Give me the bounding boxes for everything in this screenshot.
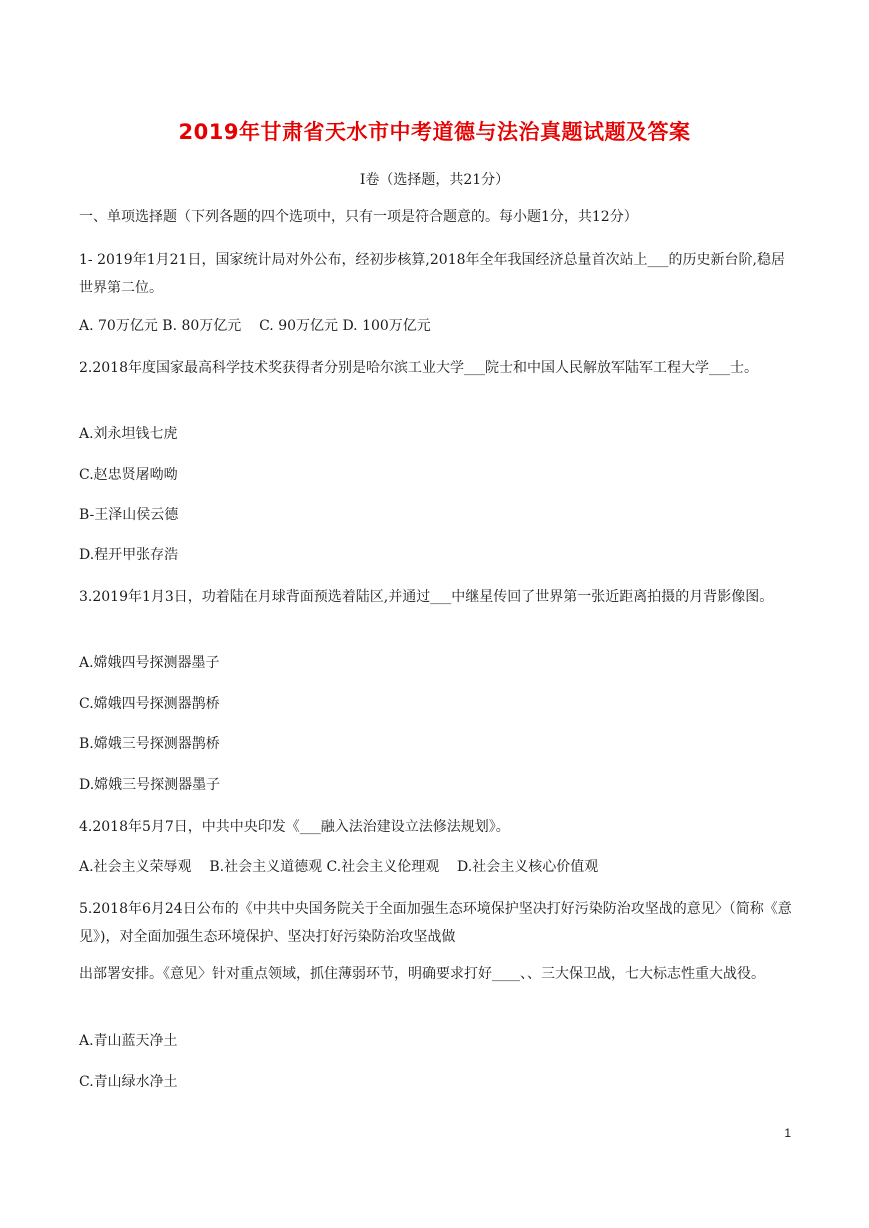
document-title: 2019年甘肃省天水市中考道德与法治真题试题及答案 xyxy=(178,120,691,144)
question-5-stem: 5.2018年6月24日公布的《中共中央国务院关于全面加强生态环境保护坚决打好污染防治攻坚战的意见〉（简称《意见》)，对全面加强生态环境保护、坚决打好污染防治攻坚战做 xyxy=(79,901,792,945)
question-5-option: C.青山绿水净土 xyxy=(79,1074,178,1090)
question-1-stem: 1- 2019年1月21日，国家统计局对外公布，经初步核算,2018年全年我国经济总量首次站上___的历史新台阶,稳居世界第二位。 xyxy=(79,252,785,296)
question-3-option: A.嫦娥四号探测器墨子 xyxy=(79,655,220,671)
question-4-options: A.社会主义荣辱观 B.社会主义道德观 C.社会主义伦理观 D.社会主义核心价值观 xyxy=(79,859,599,875)
question-2-option: C.赵忠贤屠呦呦 xyxy=(79,467,178,483)
question-3-option: B.嫦娥三号探测器鹊桥 xyxy=(79,736,220,752)
question-3-option: D.嫦娥三号探测器墨子 xyxy=(79,777,221,793)
section-title: I卷（选择题，共21分） xyxy=(359,172,510,188)
question-5-stem-continued: 出部署安排。《意见〉针对重点领域，抓住薄弱环节，明确要求打好____、、三大保卫战，七大标志性重大战役。 xyxy=(79,966,765,982)
page-number: 1 xyxy=(784,1126,791,1140)
question-2-option: B-王泽山侯云德 xyxy=(79,507,179,523)
question-4-stem: 4.2018年5月7日，中共中央印发《___融入法治建设立法修法规划》。 xyxy=(79,819,510,835)
question-1-options: A. 70万亿元 B. 80万亿元 C. 90万亿元 D. 100万亿元 xyxy=(79,318,431,334)
question-2-option: A.刘永坦钱七虎 xyxy=(79,426,178,442)
question-3-option: C.嫦娥四号探测器鹊桥 xyxy=(79,696,220,712)
question-3-stem: 3.2019年1月3日，功着陆在月球背面预选着陆区,并通过___中继星传回了世界第一张近距离拍摄的月背影像图。 xyxy=(79,589,774,605)
question-2-stem: 2.2018年度国家最高科学技术奖获得者分别是哈尔滨工业大学___院士和中国人民解放军陆军工程大学___士。 xyxy=(79,360,758,376)
question-2-option: D.程开甲张存浩 xyxy=(79,547,179,563)
instructions: 一、单项选择题（下列各题的四个选项中，只有一项是符合题意的。每小题1分，共12分） xyxy=(79,209,638,225)
question-5-option: A.青山蓝天净土 xyxy=(79,1033,178,1049)
